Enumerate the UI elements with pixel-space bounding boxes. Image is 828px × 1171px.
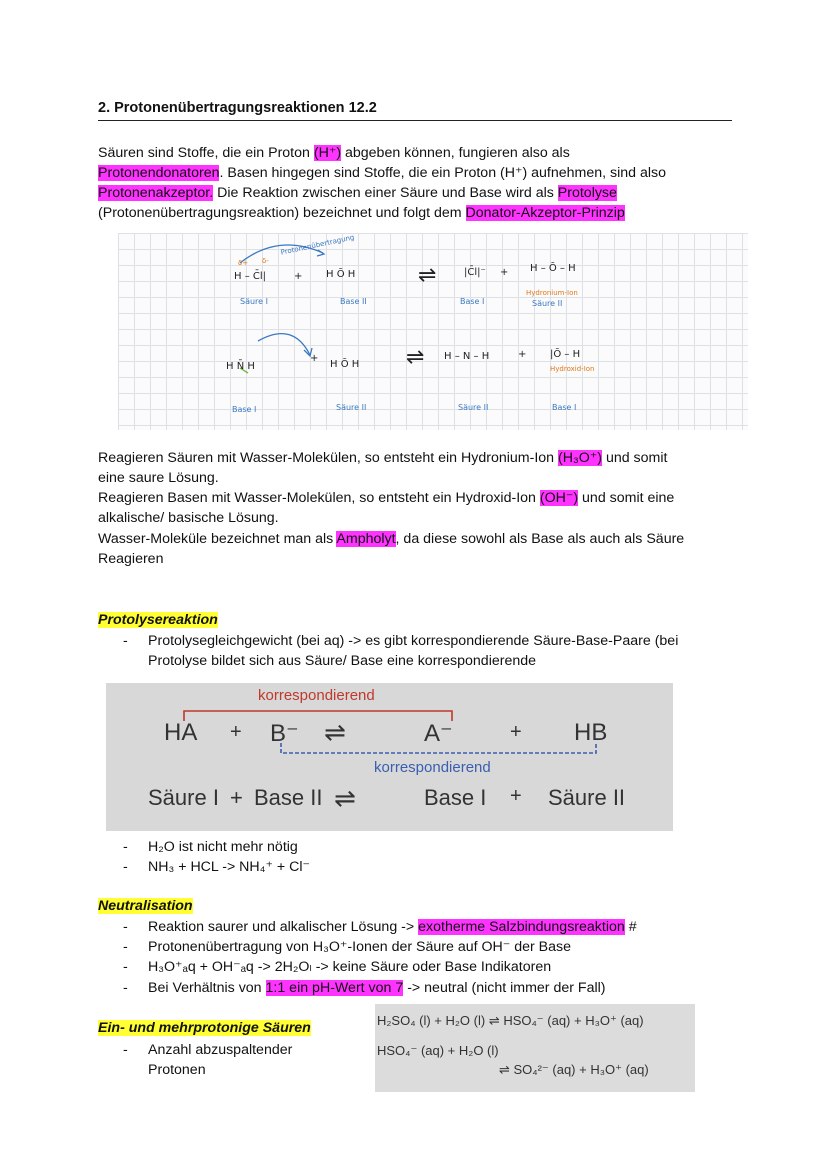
plus-sign: + xyxy=(230,721,242,743)
title-underline xyxy=(98,120,732,121)
intro-text: Säuren sind Stoffe, die ein Proton xyxy=(98,145,314,161)
bullet-text: # xyxy=(624,919,637,935)
label-base-1: Base I xyxy=(460,297,485,306)
para-text: , da diese sowohl als Base als auch als Säure xyxy=(395,531,685,547)
intro-text: abgeben können, fungieren also als xyxy=(341,145,570,161)
label-saeure-2: Säure II xyxy=(548,785,626,810)
heading-protolysereaktion: Protolysereaktion xyxy=(98,612,218,628)
intro-line-2 xyxy=(98,163,666,183)
equilibrium-arrow: ⇌ xyxy=(418,263,437,288)
bullet-dash: - xyxy=(123,633,128,649)
equilibrium-arrow: ⇌ xyxy=(334,783,356,813)
bullet-dash: - xyxy=(123,859,128,875)
highlight-proton: (H⁺) xyxy=(313,145,342,161)
equation-2-right: ⇌ SO₄²⁻ (aq) + H₃O⁺ (aq) xyxy=(499,1062,649,1077)
plus-sign: + xyxy=(518,349,527,360)
label-base-1: Base I xyxy=(232,405,257,414)
para-text: und somit eine xyxy=(578,490,675,506)
bottom-label-korrespondierend: korrespondierend xyxy=(374,759,491,776)
chloride-ion: |C̄l|⁻ xyxy=(464,267,486,278)
water-molecule: H Ō H xyxy=(330,359,360,370)
intro-line-4 xyxy=(98,203,625,223)
highlight-protolyse: Protolyse xyxy=(557,185,617,201)
water-molecule: H Ō H xyxy=(326,269,356,280)
para-text: Reagieren Basen mit Wasser-Molekülen, so entsteht ein Hydroxid-Ion xyxy=(98,490,540,506)
intro-text: . Basen hingegen sind Stoffe, die ein Proton (H⁺) aufnehmen, sind also xyxy=(219,165,667,181)
label-saeure-2: Säure II xyxy=(336,403,367,412)
highlight-protonendonatoren: Protonendonatoren xyxy=(98,165,220,181)
hcl-molecule: H – C̄l| xyxy=(234,271,267,282)
para2-line-3 xyxy=(98,488,674,508)
label-base-1: Base I xyxy=(424,785,487,810)
bullet-text: -> neutral (nicht immer der Fall) xyxy=(403,980,606,996)
neutral-bullet-2: Protonenübertragung von H₃O⁺-Ionen der Säure auf OH⁻ der Base xyxy=(148,939,571,955)
plus-sign: + xyxy=(230,785,243,810)
proton-transfer-arrow-2 xyxy=(258,334,310,355)
bullet-dash: - xyxy=(123,919,128,935)
red-bracket xyxy=(184,711,452,721)
protolyse-bullet-1-line-2: Protolyse bildet sich aus Säure/ Base eine korrespondierende xyxy=(148,653,537,669)
label-base-2: Base II xyxy=(340,297,367,306)
neutral-bullet-3: H₃O⁺ₐq + OH⁻ₐq -> 2H₂Oₗ -> keine Säure oder Base Indikatoren xyxy=(148,959,552,975)
bullet-dash: - xyxy=(123,1042,128,1058)
label-saeure-2: Säure II xyxy=(458,403,489,412)
mehrprot-bullet-line-2: Protonen xyxy=(148,1062,206,1078)
bullet-dash: - xyxy=(123,939,128,955)
para2-line-2: eine saure Lösung. xyxy=(98,470,219,486)
intro-line-3 xyxy=(98,183,617,203)
plus-sign: + xyxy=(310,353,319,364)
para2-line-5 xyxy=(98,529,684,549)
section-protolyse xyxy=(98,610,218,630)
intro-text: Die Reaktion zwischen einer Säure und Base wird als xyxy=(213,185,558,201)
hydroxide-molecule: |Ō – H xyxy=(550,349,581,360)
para-text: Wasser-Moleküle bezeichnet man als xyxy=(98,531,337,547)
mehrprot-bullet-line-1: Anzahl abzuspaltender xyxy=(148,1042,293,1058)
equation-2-left: HSO₄⁻ (aq) + H₂O (l) xyxy=(377,1043,499,1058)
partial-charge: δ+ xyxy=(238,259,249,267)
ammonia-molecule: H N̄ H xyxy=(226,361,255,372)
heading-neutralisation: Neutralisation xyxy=(98,898,193,914)
neutral-bullet-4 xyxy=(148,978,606,998)
a-minus: A⁻ xyxy=(424,720,453,747)
section-mehrprotonig xyxy=(98,1018,311,1038)
partial-charge: δ- xyxy=(262,257,269,265)
hydronium-label: Hydronium-Ion xyxy=(526,289,578,297)
heading-mehrprotonige-saeuren: Ein- und mehrprotonige Säuren xyxy=(98,1020,311,1036)
para2-line-1 xyxy=(98,448,667,468)
protolyse-bullet-3: NH₃ + HCL -> NH₄⁺ + Cl⁻ xyxy=(148,859,311,875)
bullet-text: Bei Verhältnis von xyxy=(148,980,266,996)
highlight-ampholyt: Ampholyt xyxy=(336,531,396,547)
label-saeure-1: Säure I xyxy=(148,785,219,810)
para2-line-4: alkalische/ basische Lösung. xyxy=(98,510,279,526)
label-base-2: Base II xyxy=(254,785,323,810)
para-text: Reagieren Säuren mit Wasser-Molekülen, so entsteht ein Hydronium-Ion xyxy=(98,450,558,466)
ammonium-molecule: H – N – H xyxy=(444,351,490,362)
hydronium-molecule: H – Ō – H xyxy=(530,263,576,274)
highlight-hydroxid: (OH⁻) xyxy=(539,490,579,506)
hb: HB xyxy=(574,719,608,746)
hydroxid-label: Hydroxid-Ion xyxy=(550,365,595,373)
intro-text: (Protonenübertragungsreaktion) bezeichnet und folgt dem xyxy=(98,205,466,221)
section-neutralisation xyxy=(98,896,193,916)
bullet-dash: - xyxy=(123,959,128,975)
highlight-donator-akzeptor: Donator-Akzeptor-Prinzip xyxy=(465,205,625,221)
protolyse-bullet-1-line-1: Protolysegleichgewicht (bei aq) -> es gibt korrespondierende Säure-Base-Paare (bei xyxy=(148,633,679,649)
plus-sign: + xyxy=(294,271,303,282)
highlight-ph-7: 1:1 ein pH-Wert von 7 xyxy=(265,980,404,996)
para2-line-6: Reagieren xyxy=(98,551,164,567)
equation-1: H₂SO₄ (l) + H₂O (l) ⇌ HSO₄⁻ (aq) + H₃O⁺ (aq) xyxy=(377,1013,644,1028)
plus-sign: + xyxy=(510,721,522,743)
acid-base-pair-figure xyxy=(106,683,673,831)
bullet-dash: - xyxy=(123,980,128,996)
intro-line-1 xyxy=(98,143,570,163)
sulfuric-acid-figure xyxy=(375,1004,695,1092)
label-saeure-2: Säure II xyxy=(532,299,563,308)
top-label-korrespondierend: korrespondierend xyxy=(258,687,375,704)
reaction-sketch xyxy=(118,233,748,430)
plus-sign: + xyxy=(510,785,522,807)
page-title: 2. Protonenübertragungsreaktionen 12.2 xyxy=(98,100,377,116)
equilibrium-arrow: ⇌ xyxy=(324,717,346,747)
label-saeure-1: Säure I xyxy=(240,297,268,306)
arrow-label-protonenuebertragung: Protonenübertragung xyxy=(279,233,356,257)
para-text: und somit xyxy=(602,450,668,466)
label-base-1: Base I xyxy=(552,403,577,412)
b-minus: B⁻ xyxy=(270,720,299,747)
highlight-hydronium: (H₃O⁺) xyxy=(558,450,602,466)
bullet-text: Reaktion saurer und alkalischer Lösung -> xyxy=(148,919,419,935)
bullet-dash: - xyxy=(123,839,128,855)
equilibrium-arrow: ⇌ xyxy=(406,345,425,370)
plus-sign: + xyxy=(500,267,509,278)
protolyse-bullet-2: H₂O ist nicht mehr nötig xyxy=(148,839,298,855)
ha: HA xyxy=(164,719,198,746)
highlight-protonenakzeptor: Protonenakzeptor. xyxy=(98,185,214,201)
highlight-exotherm: exotherme Salzbindungsreaktion xyxy=(418,919,625,935)
neutral-bullet-1 xyxy=(148,917,637,937)
